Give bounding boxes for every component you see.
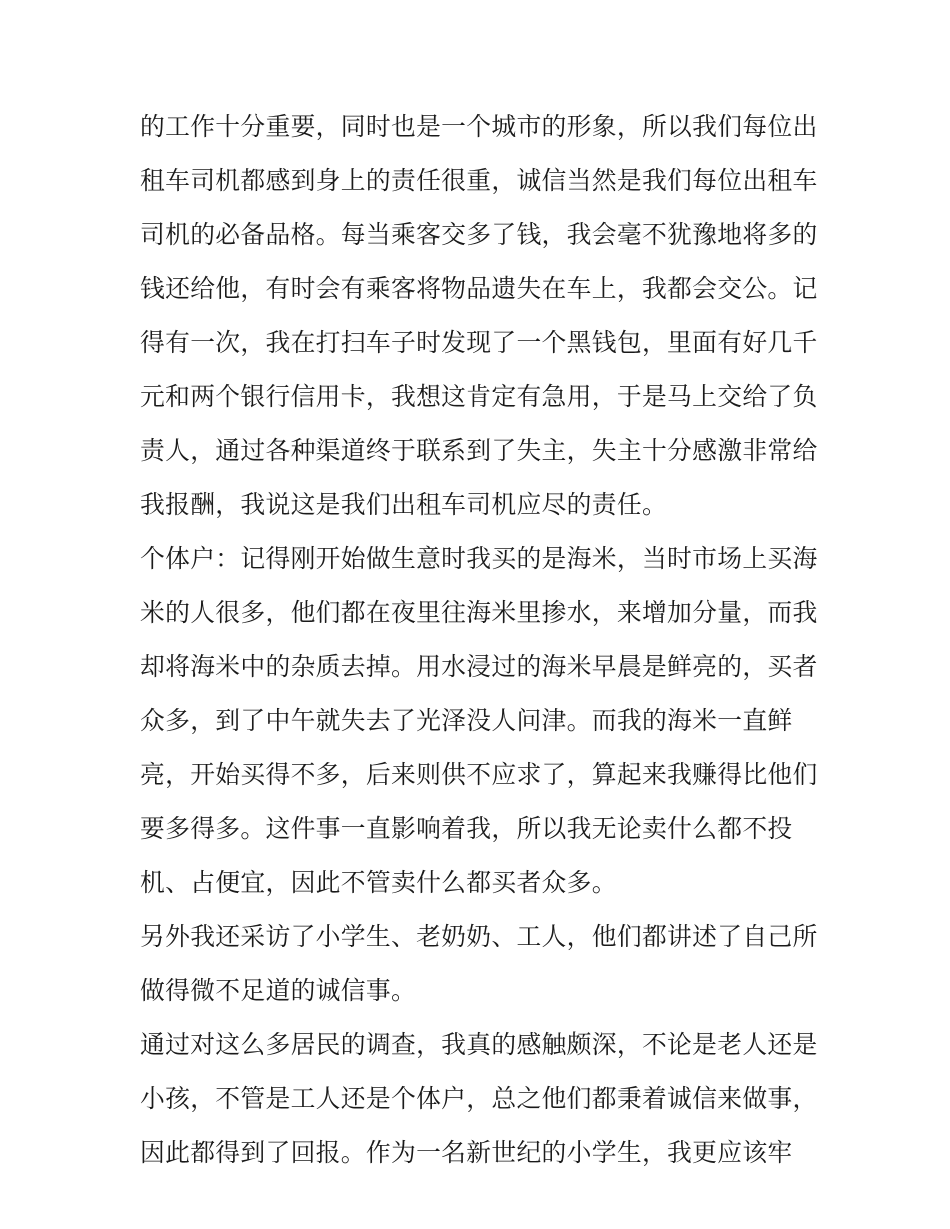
text-line: 做得微不足道的诚信事。 xyxy=(140,976,417,1005)
text-line: 的工作十分重要，同时也是一个城市的形象，所以我们每位出 xyxy=(140,112,818,141)
text-line: 米的人很多，他们都在夜里往海米里掺水，来增加分量，而我 xyxy=(140,598,818,627)
text-line: 另外我还采访了小学生、老奶奶、工人，他们都讲述了自己所 xyxy=(140,922,818,951)
text-line: 租车司机都感到身上的责任很重，诚信当然是我们每位出租车 xyxy=(140,166,818,195)
text-line: 司机的必备品格。每当乘客交多了钱，我会毫不犹豫地将多的 xyxy=(140,220,818,249)
text-line: 我报酬，我说这是我们出租车司机应尽的责任。 xyxy=(140,490,668,519)
text-line: 机、占便宜，因此不管卖什么都买者众多。 xyxy=(140,868,617,897)
text-line: 个体户：记得刚开始做生意时我买的是海米，当时市场上买海 xyxy=(140,544,818,573)
text-line: 小孩，不管是工人还是个体户，总之他们都秉着诚信来做事， xyxy=(140,1084,818,1113)
text-line: 众多，到了中午就失去了光泽没人问津。而我的海米一直鲜 xyxy=(140,706,793,735)
document-body xyxy=(140,100,820,1180)
text-line: 因此都得到了回报。作为一名新世纪的小学生，我更应该牢 xyxy=(140,1138,793,1167)
text-line: 钱还给他，有时会有乘客将物品遗失在车上，我都会交公。记 xyxy=(140,274,818,303)
text-line: 元和两个银行信用卡，我想这肯定有急用，于是马上交给了负 xyxy=(140,382,818,411)
text-line: 得有一次，我在打扫车子时发现了一个黑钱包，里面有好几千 xyxy=(140,328,818,357)
text-line: 责人，通过各种渠道终于联系到了失主，失主十分感激非常给 xyxy=(140,436,818,465)
text-line: 通过对这么多居民的调查，我真的感触颇深，不论是老人还是 xyxy=(140,1030,818,1059)
text-line: 却将海米中的杂质去掉。用水浸过的海米早晨是鲜亮的，买者 xyxy=(140,652,818,681)
text-line: 亮，开始买得不多，后来则供不应求了，算起来我赚得比他们 xyxy=(140,760,818,789)
text-line: 要多得多。这件事一直影响着我，所以我无论卖什么都不投 xyxy=(140,814,793,843)
